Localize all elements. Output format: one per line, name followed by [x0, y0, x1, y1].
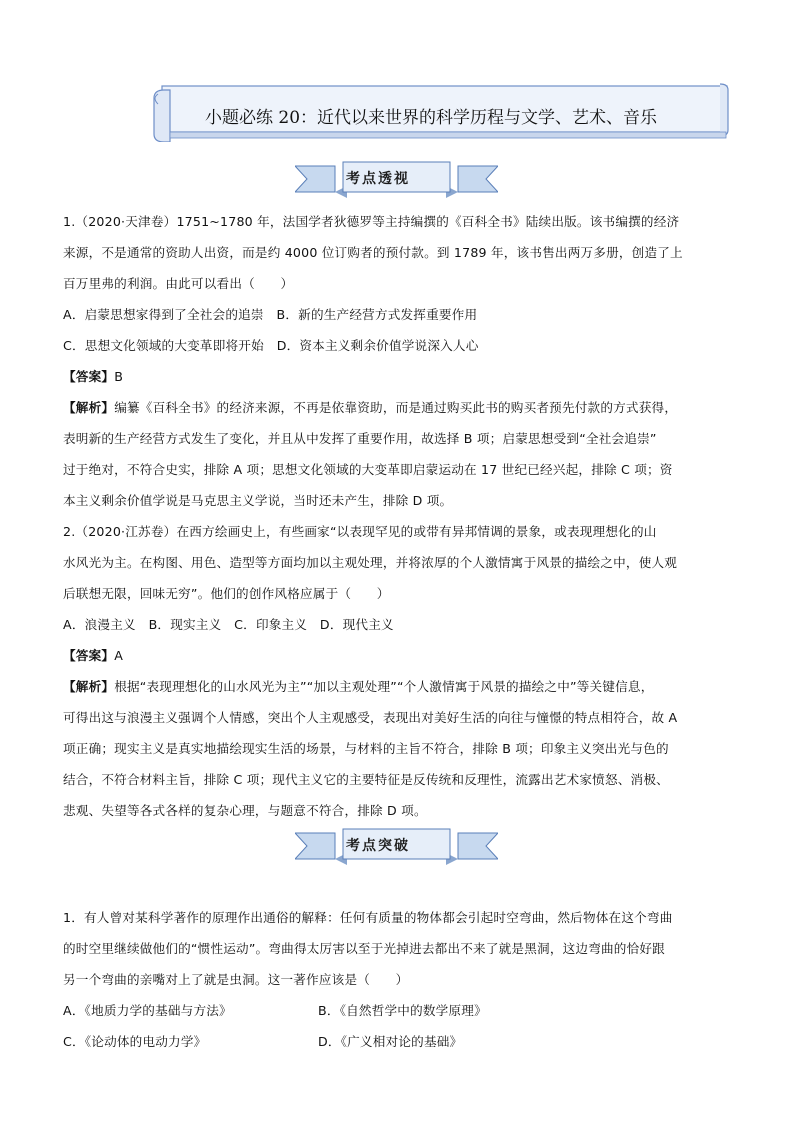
analysis-label: 【解析】	[63, 400, 115, 415]
q1-stem-line: 百万里弗的利润。由此可以看出（ ）	[63, 276, 294, 291]
p1-option-c: C．《论动体的电动力学》	[63, 1034, 207, 1049]
p1-option-d: D．《广义相对论的基础》	[318, 1034, 463, 1049]
q2-options-row: A．浪漫主义 B．现实主义 C．印象主义 D．现代主义	[63, 617, 394, 632]
q2-analysis-line: 悲观、失望等各式各样的复杂心理，与题意不符合，排除 D 项。	[63, 803, 427, 818]
section-label-1: 考点透视	[346, 171, 410, 187]
p1-option-a: A．《地质力学的基础与方法》	[63, 1003, 232, 1018]
q2-answer	[63, 645, 123, 664]
q2-analysis-line: 【解析】根据“表现理想化的山水风光为主”“加以主观处理”“个人激情寓于风景的描绘之中”等关键信息，	[63, 679, 654, 694]
q1-answer	[63, 366, 123, 385]
answer-label: 【答案】	[63, 369, 115, 384]
p1-stem-line: 的时空里继续做他们的“惯性运动”。弯曲得太厉害以至于光掉进去都出不来了就是黑洞，这边弯曲的恰好跟	[63, 941, 665, 956]
q1-analysis-line: 【解析】编纂《百科全书》的经济来源，不再是依靠资助，而是通过购买此书的购买者预先付款的方式获得，	[63, 400, 678, 415]
q1-analysis-line: 表明新的生产经营方式发生了变化，并且从中发挥了重要作用，故选择 B 项；启蒙思想受到“全社会追崇”	[63, 431, 657, 446]
q1-options-row: A．启蒙思想家得到了全社会的追崇 B．新的生产经营方式发挥重要作用	[63, 307, 478, 322]
answer-value: B	[114, 369, 124, 384]
q2-analysis-line: 可得出这与浪漫主义强调个人情感，突出个人主观感受，表现出对美好生活的向往与憧憬的特点相符合，故 A	[63, 710, 678, 725]
q1-analysis-line: 本主义剩余价值学说是马克思主义学说，当时还未产生，排除 D 项。	[63, 493, 453, 508]
q1-analysis-line: 过于绝对，不符合史实，排除 A 项；思想文化领域的大变革即启蒙运动在 17 世纪已经兴起，排除 C 项；资	[63, 462, 673, 477]
answer-label: 【答案】	[63, 648, 115, 663]
q2-stem-line: 2.（2020·江苏卷）在西方绘画史上，有些画家“以表现罕见的或带有异邦情调的景象，或表现理想化的山	[63, 524, 657, 539]
p1-stem-line: 1．有人曾对某科学著作的原理作出通俗的解释：任何有质量的物体都会引起时空弯曲，然后物体在这个弯曲	[63, 910, 673, 925]
q1-stem-line: 来源，不是通常的资助人出资，而是约 4000 位订购者的预付款。到 1789 年，该书售出两万多册，创造了上	[63, 245, 683, 260]
q2-analysis-line: 结合，不符合材料主旨，排除 C 项；现代主义它的主要特征是反传统和反理性，流露出艺术家愤怒、消极、	[63, 772, 669, 787]
q2-stem-line: 后联想无限，回味无穷”。他们的创作风格应属于（ ）	[63, 586, 390, 601]
q1-stem-line: 1.（2020·天津卷）1751~1780 年，法国学者狄德罗等主持编撰的《百科全书》陆续出版。该书编撰的经济	[63, 214, 680, 229]
p1-stem-line: 另一个弯曲的亲嘴对上了就是虫洞。这一著作应该是（ ）	[63, 972, 409, 987]
section-label-2: 考点突破	[346, 838, 410, 854]
q2-analysis-line: 项正确；现实主义是真实地描绘现实生活的场景，与材料的主旨不符合，排除 B 项；印象主义突出光与色的	[63, 741, 669, 756]
page-title: 小题必练 20：近代以来世界的科学历程与文学、艺术、音乐	[205, 108, 658, 128]
q1-options-row: C．思想文化领域的大变革即将开始 D．资本主义剩余价值学说深入人心	[63, 338, 479, 353]
q2-stem-line: 水风光为主。在构图、用色、造型等方面均加以主观处理，并将浓厚的个人激情寓于风景的描绘之中，使人观	[63, 555, 678, 570]
answer-value: A	[114, 648, 124, 663]
p1-option-b: B．《自然哲学中的数学原理》	[318, 1003, 487, 1018]
analysis-label: 【解析】	[63, 679, 115, 694]
